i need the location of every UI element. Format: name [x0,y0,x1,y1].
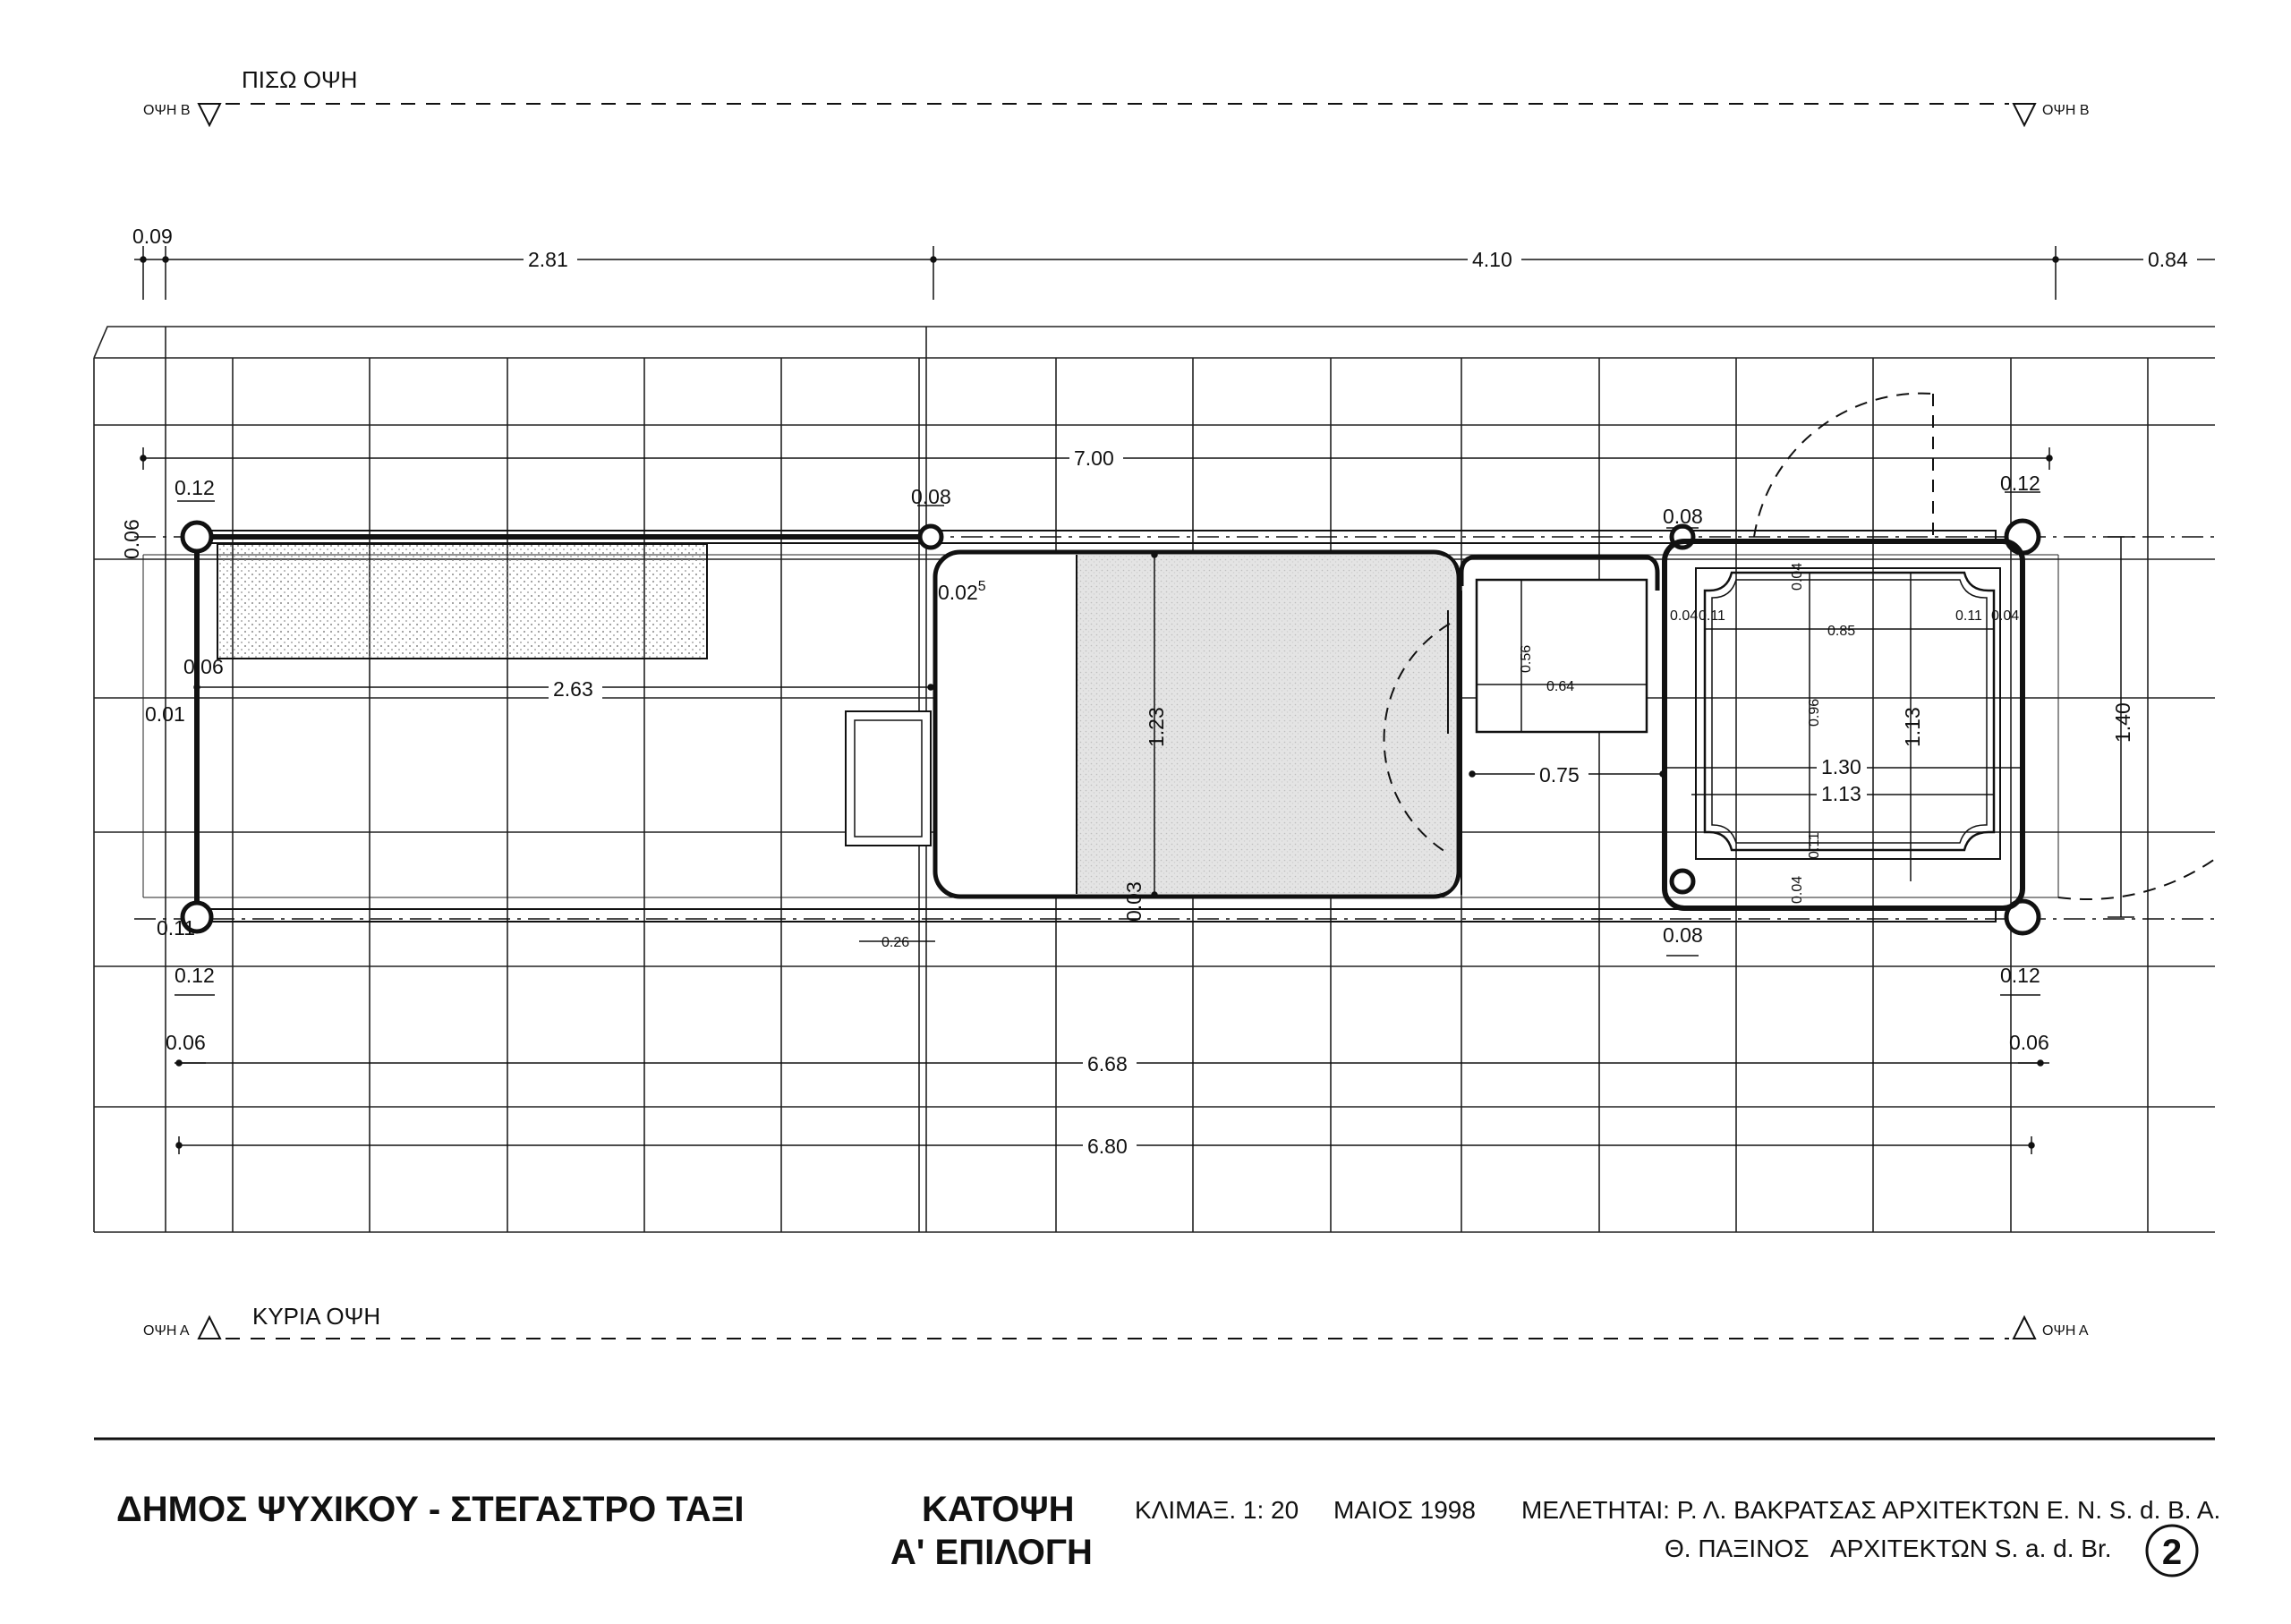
window-frame [1461,557,1657,895]
dim-kiosk-base: 0.03 [1122,881,1146,922]
rear-elevation-title: ΠΙΣΩ ΟΨΗ [242,66,358,93]
dim-length-outer: 6.80 [1087,1135,1128,1158]
post-top-right [2006,521,2039,553]
dim-post-mid: 0.08 [911,485,951,508]
dim-low-left-b: 0.06 [166,1031,206,1054]
dim-cabinet-height-inner: 0.96 [1807,698,1822,727]
drawing-subtitle: Α' ΕΠΙΛΟΓΗ [890,1533,1093,1572]
post-cabinet-bottom [1672,871,1693,892]
right-door-swing [1754,394,1933,537]
dim-bottom-post-mid: 0.08 [1663,923,1703,947]
triangle-up-icon [2014,1317,2035,1339]
dim-post-right: 0.12 [2000,472,2040,495]
dim-post-cabinet: 0.08 [1663,505,1703,528]
dim-step: 0.26 [881,935,910,950]
sheet-number: 2 [2161,1533,2183,1572]
front-marker-right: ΟΨΗ Α [2042,1323,2089,1339]
dim-bottom-post-left: 0.11 [157,916,196,940]
designers-name2: Θ. ΠΑΞΙΝΟΣ [1665,1535,1810,1562]
cabinet [1665,541,2023,908]
dim-cabinet-edge-bottom: 0.04 [1790,875,1805,904]
dim-window-height: 0.56 [1519,644,1534,673]
dim-low-right-a: 0.12 [2000,964,2040,987]
dim-top-seg3: 0.84 [2148,248,2188,271]
dim-cabinet-edge-left: 0.04 [1670,608,1699,624]
dim-cabinet-edge-top: 0.04 [1790,562,1805,591]
dim-overall-length: 7.00 [1074,446,1114,470]
dim-cabinet-side-right: 0.11 [1955,608,1982,624]
dim-top-seg1: 2.81 [528,248,568,271]
triangle-up-icon [199,1317,220,1339]
dim-cabinet-width-outer: 1.30 [1821,755,1861,778]
date-label: ΜΑΙΟΣ 1998 [1333,1496,1476,1524]
rear-marker-right: ΟΨΗ Β [2042,103,2090,118]
rear-marker-left: ΟΨΗ Β [143,103,191,118]
front-elevation-title: ΚΥΡΙΑ ΟΨΗ [252,1303,381,1330]
project-title: ΔΗΜΟΣ ΨΥΧΙΚΟΥ - ΣΤΕΓΑΣΤΡΟ ΤΑΞΙ [116,1490,745,1529]
designers-line1: ΜΕΛΕΤΗΤΑΙ: Ρ. Λ. ΒΑΚΡΑΤΣΑΣ ΑΡΧΙΤΕΚΤΩΝ Ε. Ν. S. d. B. A. [1521,1496,2221,1524]
post-top-mid [920,526,941,548]
dim-recess: 0.02$^5$ [938,579,986,604]
dim-cabinet-panel: 0.85 [1827,624,1856,639]
triangle-down-icon [2014,104,2035,125]
designers-role2: ΑΡΧΙΤΕΚΤΩΝ S. a. d. Br. [1830,1535,2112,1562]
dim-bench-length: 2.63 [553,677,593,701]
service-counter [846,711,931,846]
dim-cabinet-side-bottom: 0.11 [1807,832,1822,859]
dim-cabinet-side-left: 0.11 [1699,608,1725,624]
dim-kiosk-depth: 1.23 [1145,707,1168,747]
bench [217,544,707,659]
dim-window-width: 0.64 [1546,679,1575,694]
drawing-title: ΚΑΤΟΨΗ [922,1490,1075,1529]
dim-length-inner: 6.68 [1087,1052,1128,1076]
scale-label: ΚΛΙΜΑΞ. 1: 20 [1135,1496,1299,1524]
dim-bench-gap: 0.06 [183,655,224,678]
dim-low-left-a: 0.12 [175,964,215,987]
front-elevation-marker [143,1303,2089,1339]
dim-cabinet-edge-right: 0.04 [1991,608,2020,624]
dim-overall-depth: 1.40 [2111,702,2134,743]
dim-edge-small: 0.01 [145,702,185,726]
dim-low-right-b: 0.06 [2009,1031,2049,1054]
dim-gap: 0.75 [1539,763,1580,786]
front-marker-left: ΟΨΗ Α [143,1323,190,1339]
dim-beam-offset: 0.06 [120,519,143,559]
rear-elevation-marker [143,66,2089,125]
post-top-left [183,523,211,551]
dim-cabinet-height-outer: 1.13 [1901,707,1924,747]
top-dimension-chain [134,246,2215,300]
dim-cabinet-width-inner: 1.13 [1821,782,1861,805]
dim-top-seg2: 4.10 [1472,248,1512,271]
dim-post-left: 0.12 [175,476,215,499]
dim-top-offset: 0.09 [132,225,173,248]
triangle-down-icon [199,104,220,125]
